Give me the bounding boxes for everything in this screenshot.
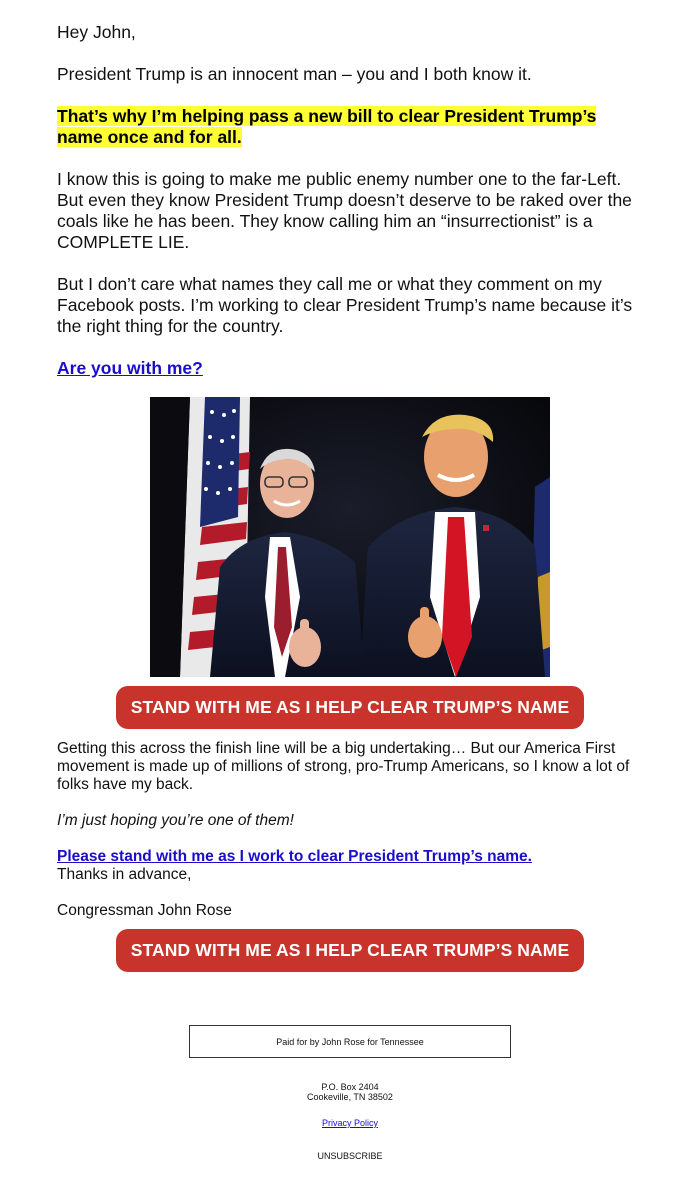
link-paragraph <box>57 358 647 379</box>
paragraph-stand-link <box>57 848 647 866</box>
unsubscribe-link[interactable]: UNSUBSCRIBE <box>317 1151 383 1161</box>
privacy-policy-link[interactable]: Privacy Policy <box>321 1118 378 1128</box>
are-you-with-me-link[interactable]: Are you with me? <box>57 358 203 378</box>
paragraph-hoping <box>57 812 647 830</box>
stand-with-me-button-bottom[interactable]: STAND WITH ME AS I HELP CLEAR TRUMP’S NAME <box>116 929 584 972</box>
address-line-1: P.O. Box 2404 <box>321 1082 379 1092</box>
privacy-block <box>0 1118 700 1128</box>
paragraph-innocent: President Trump is an innocent man – you and I both know it. <box>57 64 532 84</box>
italic-text: I’m just hoping you’re one of them! <box>57 812 294 829</box>
greeting: Hey John, <box>57 22 136 42</box>
address-line-2: Cookeville, TN 38502 <box>307 1092 393 1102</box>
highlight-text: That’s why I’m helping pass a new bill to clear President Trump’s name once and for all. <box>57 106 597 147</box>
photo-illustration <box>150 397 550 677</box>
paid-for-text: Paid for by John Rose for Tennessee <box>276 1036 424 1047</box>
stand-with-me-button-top[interactable]: STAND WITH ME AS I HELP CLEAR TRUMP’S NAME <box>116 686 584 729</box>
photo-congressman-trump[interactable] <box>150 397 550 677</box>
highlight-paragraph <box>57 106 632 148</box>
paid-for-box <box>189 1025 511 1058</box>
paragraph-far-left: I know this is going to make me public enemy number one to the far-Left. But even they know President Trump doesn’t deserve to be raked over the coals like he has been. They know calling him an “insurrectionist” is a COMPLETE LIE. <box>57 169 632 252</box>
unsubscribe-block <box>0 1151 700 1161</box>
address-block <box>0 1082 700 1102</box>
thanks-text: Thanks in advance, <box>57 866 192 883</box>
signature: Congressman John Rose <box>57 902 232 919</box>
paragraph-finish-line: Getting this across the finish line will be a big undertaking… But our America First movement is made up of millions of strong, pro-Trump Americans, so I know a lot of folks have my back. <box>57 740 630 793</box>
paragraph-names: But I don’t care what names they call me or what they comment on my Facebook posts. I’m working to clear President Trump’s name because it’s the right thing for the country. <box>57 274 633 336</box>
stand-with-me-link[interactable]: Please stand with me as I work to clear President Trump’s name. <box>57 848 532 865</box>
